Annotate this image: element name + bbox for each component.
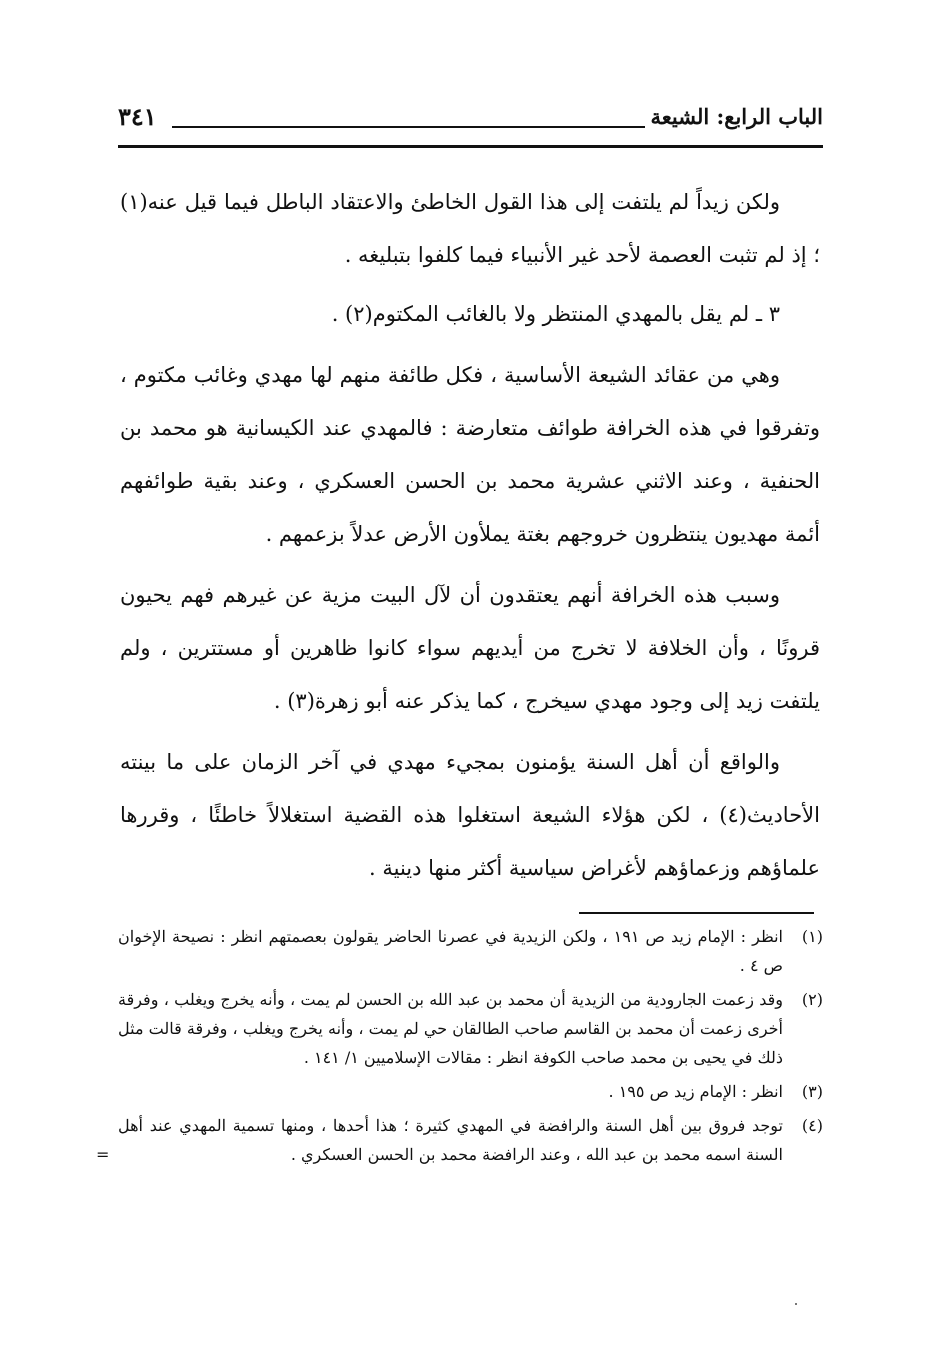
footnote-text: توجد فروق بين أهل السنة والرافضة في المهدي كثيرة ؛ هذا أحدها ، ومنها تسمية المهدي عند أهل السنة اسمه محمد بن عبد الله ، وعند الرافضة محمد بن الحسن العسكري . [118, 1116, 783, 1164]
chapter-title: الباب الرابع: الشيعة [650, 104, 823, 129]
footnote-number: (٣) [801, 1082, 823, 1101]
footnote-number: (٤) [801, 1116, 823, 1135]
footnote-text: انظر : الإمام زيد ص ١٩١ ، ولكن الزيدية في عصرنا الحاضر يقولون بعصمتهم انظر : نصيحة الإخوان ص ٤ . [118, 927, 784, 975]
footnote-number: (١) [801, 927, 823, 946]
footnote-2 [118, 985, 823, 1072]
footnote-3 [118, 1077, 823, 1106]
footnote-number: (٢) [801, 990, 823, 1009]
footnote-text: انظر : الإمام زيد ص ١٩٥ . [608, 1082, 783, 1101]
header-inner-rule [172, 126, 645, 128]
paragraph-3: وهي من عقائد الشيعة الأساسية ، فكل طائفة منهم لها مهدي وغائب مكتوم ، وتفرقوا في هذه الخرافة طوائف متعارضة : فالمهدي عند الكيسانية هو محمد بن الحنفية ، وعند الاثني عشرية محمد بن الحسن العسكري ، وعند بقية طوائفهم أئمة مهديون ينتظرون خروجهم بغتة يملأون الأرض عدلاً بزعمهم . [120, 363, 820, 546]
paragraph-2: ٣ ـ لم يقل بالمهدي المنتظر ولا بالغائب المكتوم(٢) . [331, 302, 780, 326]
footnote-text: وقد زعمت الجارودية من الزيدية أن محمد بن عبد الله بن الحسن لم يمت ، وأنه يخرج ويغلب ، وفرقة أخرى زعمت أن محمد بن القاسم صاحب الطالقان حي لم يمت ، وأنه يخرج ويغلب ، وفرقة قالت مثل ذلك في يحيى بن محمد صاحب الكوفة انظر : مقالات الإسلاميين ١/ ١٤١ . [118, 990, 784, 1067]
paragraph-5: والواقع أن أهل السنة يؤمنون بمجيء مهدي في آخر الزمان على ما بينته الأحاديث(٤) ، لكن هؤلاء الشيعة استغلوا هذه القضية استغلالاً خاطئًا ، وقررها علماؤهم وزعماؤهم لأغراض سياسية أكثر منها دينية . [120, 750, 820, 880]
page-number: ٣٤١ [118, 102, 157, 131]
main-text [120, 176, 820, 901]
footnotes [96, 922, 823, 1174]
footnote-4 [96, 1111, 823, 1169]
paragraph-1: ولكن زيداً لم يلتفت إلى هذا القول الخاطئ والاعتقاد الباطل فيما قيل عنه(١) ؛ إذ لم تثبت العصمة لأحد غير الأنبياء فيما كلفوا بتبليغه . [120, 190, 820, 267]
footnote-1 [118, 922, 823, 980]
header-rule [118, 145, 823, 148]
running-header [118, 100, 823, 136]
paragraph-4: وسبب هذه الخرافة أنهم يعتقدون أن لآل البيت مزية عن غيرهم فهم يحيون قرونًا ، وأن الخلافة لا تخرج من أيديهم سواء كانوا ظاهرين أو مستترين ، ولم يلتفت زيد إلى وجود مهدي سيخرج ، كما يذكر عنه أبو زهرة(٣) . [120, 583, 820, 713]
footnote-separator [579, 912, 814, 914]
scan-speck [795, 1303, 797, 1305]
continuation-mark: = [96, 1145, 110, 1164]
